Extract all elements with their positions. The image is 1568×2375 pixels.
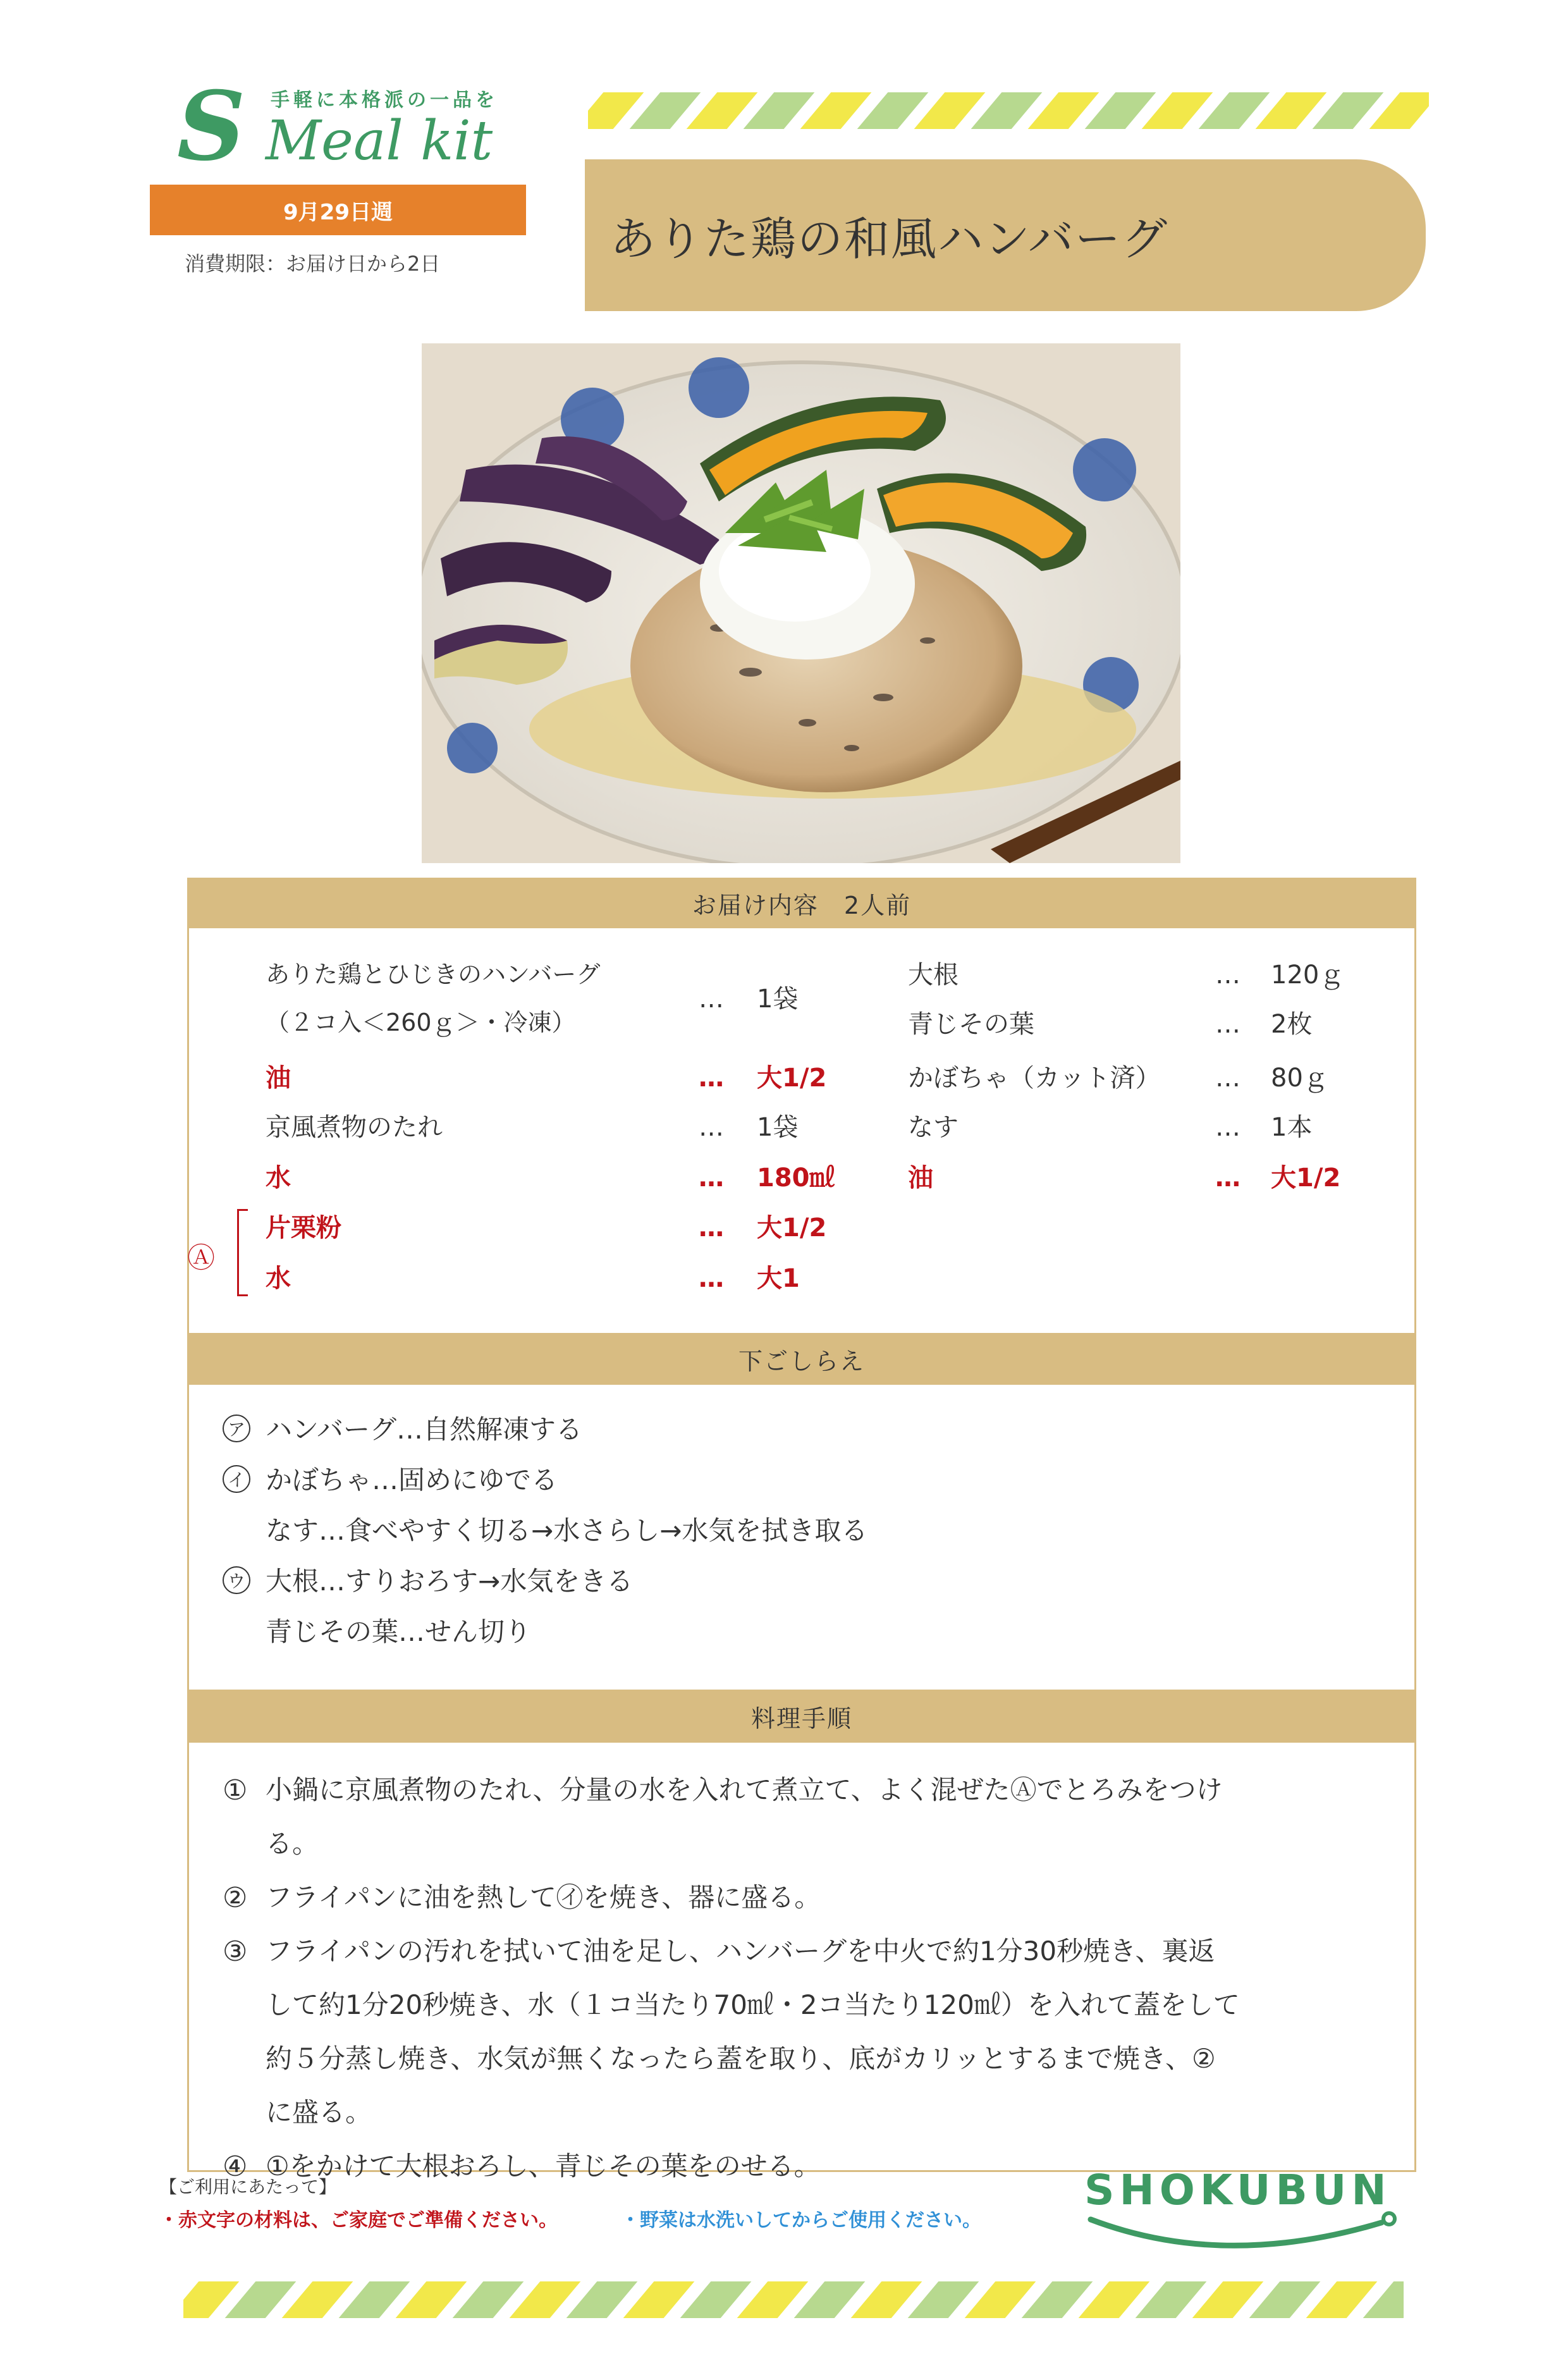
step-marker: ① <box>223 1774 248 1807</box>
ingredient-dots: … <box>699 1163 724 1193</box>
logo-s-mark: S <box>177 71 246 182</box>
delivery-frame <box>187 878 1416 1339</box>
ingredient-dots: … <box>699 1213 724 1243</box>
logo-tagline: 手軽に本格派の一品を <box>271 89 498 111</box>
step-marker: ② <box>223 1882 248 1914</box>
ingredient-name: 大根 <box>908 960 959 990</box>
ingredient-name: 水 <box>266 1264 291 1293</box>
ingredient-qty: 120ｇ <box>1271 960 1345 990</box>
ingredient-qty: 大1 <box>757 1264 800 1293</box>
ingredient-dots: … <box>699 1264 724 1293</box>
ingredient-dots: … <box>699 1113 724 1142</box>
step-marker: ④ <box>223 2151 248 2183</box>
ingredient-qty: 2枚 <box>1271 1010 1313 1039</box>
dish-photo <box>422 343 1180 863</box>
brand-logo <box>177 71 531 182</box>
ingredient-dots: … <box>1215 1113 1240 1142</box>
step-marker: ③ <box>223 1936 248 1968</box>
ingredient-qty: 1袋 <box>757 985 799 1014</box>
steps-heading: 料理手順 <box>187 1690 1416 1743</box>
ingredient-name: なす <box>908 1113 959 1142</box>
ingredient-qty: 80ｇ <box>1271 1064 1328 1093</box>
prep-line: かぼちゃ…固めにゆでる <box>266 1464 558 1495</box>
page-title: ありた鶏の和風ハンバーグ <box>610 212 1168 266</box>
step-line: 約５分蒸し焼き、水気が無くなったら蓋を取り、底がカリッとするまで焼き、② <box>266 2043 1216 2074</box>
step-line: して約1分20秒焼き、水（１コ当たり70㎖・2コ当たり120㎖）を入れて蓋をして <box>266 1989 1240 2020</box>
logo-name: Meal kit <box>266 109 493 173</box>
prep-marker: イ <box>223 1465 250 1493</box>
ingredient-name: 水 <box>266 1163 291 1193</box>
notice-blue-text: ・野菜は水洗いしてからご使用ください。 <box>621 2209 981 2231</box>
prep-heading: 下ごしらえ <box>187 1333 1416 1385</box>
prep-line: 青じその葉…せん切り <box>266 1616 532 1647</box>
ingredient-name: 片栗粉 <box>266 1213 341 1243</box>
ingredient-qty: 大1/2 <box>1271 1163 1341 1193</box>
ingredient-dots: … <box>699 985 724 1014</box>
prep-line: ハンバーグ…自然解凍する <box>266 1414 583 1445</box>
group-bracket <box>237 1209 248 1296</box>
ingredient-qty: 1袋 <box>757 1113 799 1142</box>
prep-line: なす…食べやすく切る→水さらし→水気を拭き取る <box>266 1515 868 1546</box>
company-logo <box>1084 2166 1400 2261</box>
prep-marker: ウ <box>223 1566 250 1594</box>
smile-swoosh-icon <box>1084 2210 1400 2261</box>
step-line: フライパンに油を熱して㋑を焼き、器に盛る。 <box>266 1882 821 1913</box>
ingredient-dots: … <box>1215 1010 1240 1039</box>
ingredient-qty: 180㎖ <box>757 1163 835 1193</box>
ingredient-qty: 大1/2 <box>757 1064 827 1093</box>
ingredient-dots: … <box>1215 1064 1240 1093</box>
delivery-heading: お届け内容 2人前 <box>187 878 1416 928</box>
ingredient-dots: … <box>1215 1163 1240 1193</box>
bottom-stripe-decoration <box>183 2281 1404 2318</box>
ingredient-dots: … <box>1215 960 1240 990</box>
ingredient-name: かぼちゃ（カット済） <box>908 1064 1161 1093</box>
group-marker: Ⓐ <box>187 1242 215 1274</box>
notice-heading: 【ご利用にあたって】 <box>159 2176 337 2197</box>
ingredient-name: 油 <box>266 1064 291 1093</box>
notice-red-text: ・赤文字の材料は、ご家庭でご準備ください。 <box>159 2209 558 2231</box>
week-badge: 9月29日週 <box>150 185 526 235</box>
expiry-text: 消費期限：お届け日から2日 <box>185 252 441 276</box>
ingredient-name-note: （２コ入＜260ｇ＞・冷凍） <box>266 1009 576 1036</box>
ingredient-name: 青じその葉 <box>908 1010 1034 1039</box>
top-stripe-decoration <box>588 92 1429 129</box>
ingredient-qty: 大1/2 <box>757 1213 827 1243</box>
ingredient-name: 油 <box>908 1163 933 1193</box>
step-line: ①をかけて大根おろし、青じその葉をのせる。 <box>266 2151 821 2182</box>
ingredient-name: 京風煮物のたれ <box>266 1113 443 1142</box>
ingredient-name: ありた鶏とひじきのハンバーグ <box>266 960 601 988</box>
step-line: に盛る。 <box>266 2097 372 2128</box>
company-name: SHOKUBUN <box>1084 2166 1392 2214</box>
step-line: 小鍋に京風煮物のたれ、分量の水を入れて煮立て、よく混ぜたⒶでとろみをつけ <box>266 1774 1223 1805</box>
prep-line: 大根…すりおろす→水気をきる <box>266 1566 634 1597</box>
ingredient-qty: 1本 <box>1271 1113 1313 1142</box>
hamburg-steak-photo-icon <box>422 343 1180 863</box>
prep-marker: ア <box>223 1415 250 1442</box>
step-line: る。 <box>266 1828 319 1859</box>
step-line: フライパンの汚れを拭いて油を足し、ハンバーグを中火で約1分30秒焼き、裏返 <box>266 1936 1215 1967</box>
title-box <box>585 159 1426 311</box>
ingredient-dots: … <box>699 1064 724 1093</box>
